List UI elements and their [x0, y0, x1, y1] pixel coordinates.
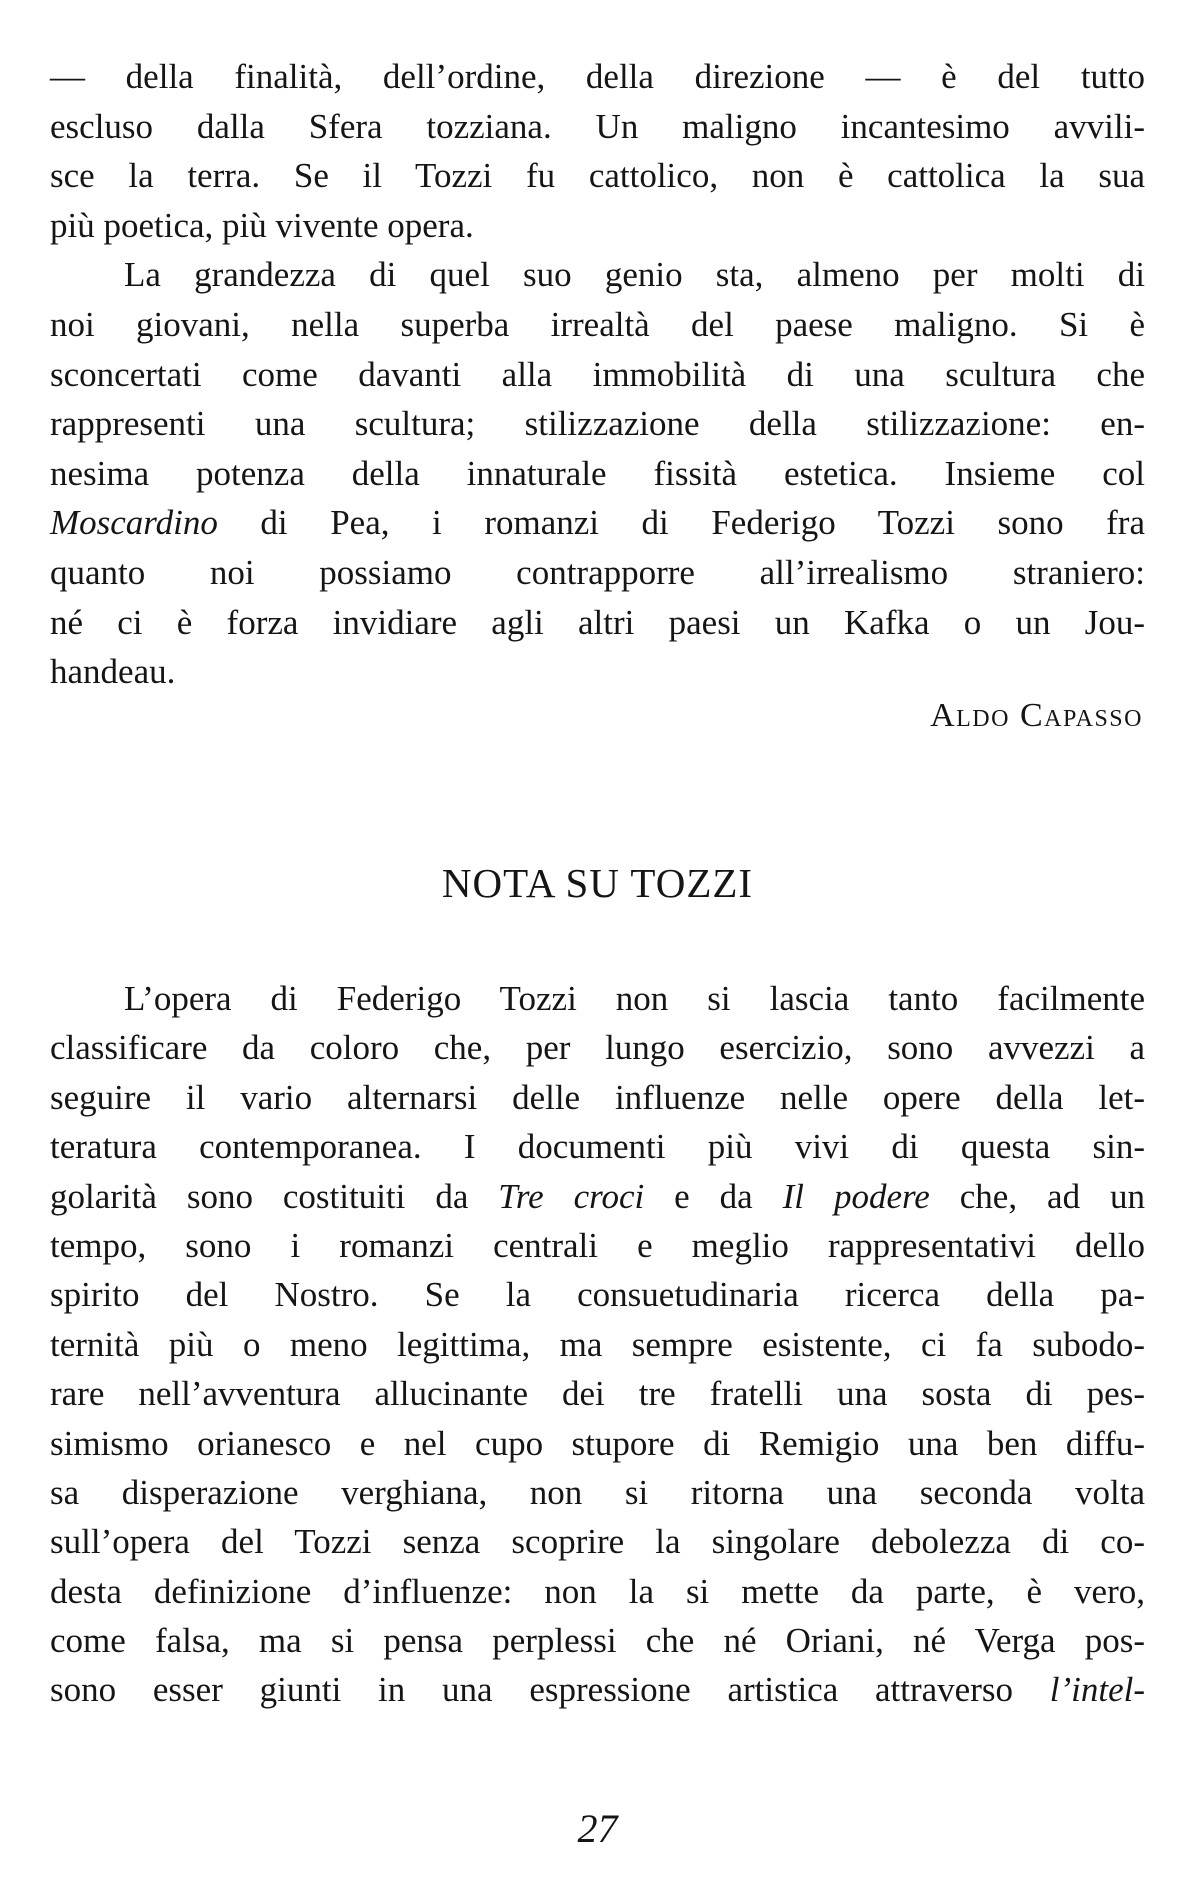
text-line: desta definizione d’influenze: non la si mette da parte, è vero, [50, 1571, 1145, 1611]
text-line: quanto noi possiamo contrapporre all’irrealismo straniero: [50, 552, 1145, 592]
text-run: sono esser giunti in una espressione artistica attraverso [50, 1670, 1050, 1710]
article-body [50, 974, 1145, 1715]
text-run: golarità sono costituiti da [50, 1176, 499, 1216]
text-line: tempo, sono i romanzi centrali e meglio rappresentativi dello [50, 1225, 1145, 1265]
author-signature: Aldo Capasso [930, 697, 1143, 734]
text-line [50, 1665, 1145, 1714]
text-line: La grandezza di quel suo genio sta, almeno per molti di [124, 255, 1145, 295]
text-line: sa disperazione verghiana, non si ritorna una seconda volta [50, 1472, 1145, 1512]
text-line: ternità più o meno legittima, ma sempre esistente, ci fa subodo- [50, 1324, 1145, 1364]
text-run: di Pea, i romanzi di Federigo Tozzi sono fra [217, 503, 1145, 543]
book-title-italic: Il podere [782, 1176, 930, 1216]
text-line: teratura contemporanea. I documenti più vivi di questa sin- [50, 1127, 1145, 1167]
text-line: L’opera di Federigo Tozzi non si lascia tanto facilmente [124, 979, 1145, 1018]
text-line: né ci è forza invidiare agli altri paesi un Kafka o un Jou- [50, 602, 1145, 642]
text-line [50, 1172, 1145, 1221]
closing-paragraphs [50, 52, 1145, 697]
text-line [50, 498, 1145, 548]
text-run: e da [644, 1176, 783, 1216]
book-title-italic: Moscardino [50, 503, 218, 543]
text-line: rappresenti una scultura; stilizzazione della stilizzazione: en- [50, 404, 1145, 444]
text-line: più poetica, più vivente opera. [50, 205, 474, 245]
text-line: nesima potenza della innaturale fissità estetica. Insieme col [50, 453, 1145, 493]
book-title-italic: Tre croci [498, 1176, 645, 1216]
text-line: rare nell’avventura allucinante dei tre fratelli una sosta di pes- [50, 1374, 1145, 1414]
text-line: seguire il vario alternarsi delle influenze nelle opere della let- [50, 1077, 1145, 1117]
text-line: noi giovani, nella superba irrealtà del paese maligno. Si è [50, 304, 1145, 344]
text-line: come falsa, ma si pensa perplessi che né Oriani, né Verga pos- [50, 1621, 1145, 1661]
text-line: sull’opera del Tozzi senza scoprire la singolare debolezza di co- [50, 1522, 1145, 1562]
emphasis-italic: l’intel- [1049, 1670, 1145, 1710]
text-line: sce la terra. Se il Tozzi fu cattolico, non è cattolica la sua [50, 156, 1145, 196]
section-title: NOTA SU TOZZI [441, 860, 754, 906]
text-line: classificare da coloro che, per lungo esercizio, sono avvezzi a [50, 1028, 1145, 1068]
text-line: sconcertati come davanti alla immobilità di una scultura che [50, 354, 1145, 394]
text-line: simismo orianesco e nel cupo stupore di Remigio una ben diffu- [50, 1423, 1145, 1463]
text-run: che, ad un [929, 1176, 1145, 1216]
text-line: handeau. [50, 652, 176, 692]
text-line: spirito del Nostro. Se la consuetudinaria ricerca della pa- [50, 1275, 1145, 1315]
text-line: escluso dalla Sfera tozziana. Un maligno incantesimo avvili- [50, 106, 1145, 146]
page-number: 27 [577, 1806, 618, 1851]
text-line: — della finalità, dell’ordine, della direzione — è del tutto [50, 57, 1145, 96]
